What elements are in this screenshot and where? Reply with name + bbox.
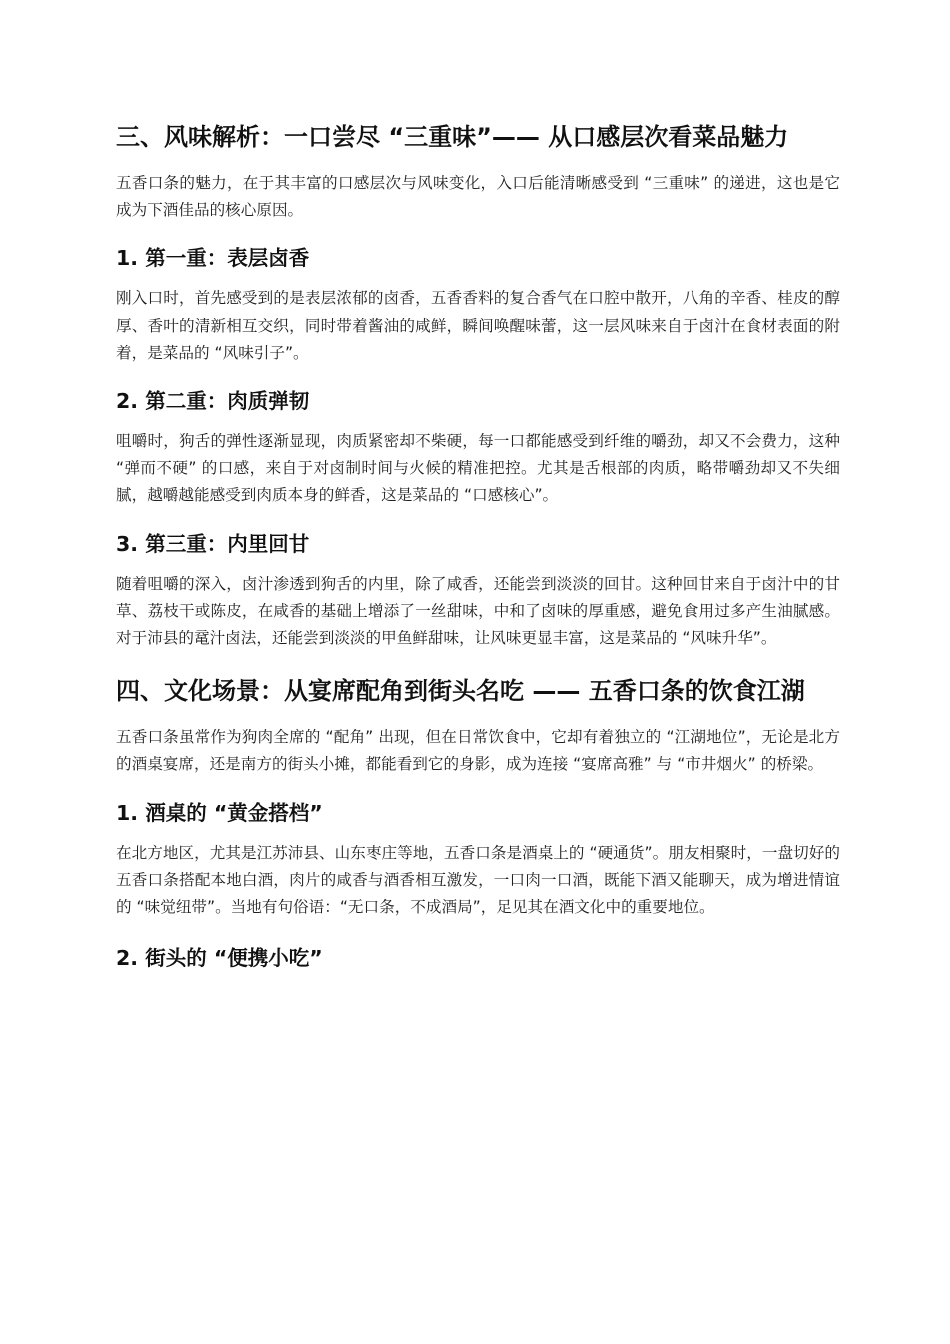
section-3-sub-2-title: 2. 第二重：肉质弹韧 [116,389,310,414]
section-4-sub-2-title: 2. 街头的 “便携小吃” [116,946,323,971]
section-3-sub-2-body: 咀嚼时，狗舌的弹性逐渐显现，肉质紧密却不柴硬，每一口都能感受到纤维的嚼劲，却又不会费力，这种 “弹而不硬” 的口感，来自于对卤制时间与火候的精准把控。尤其是舌根部的肉质，略带嚼劲却又不失细腻，越嚼越能感受到肉质本身的鲜香，这是菜品的 “口感核心”。 [116,432,840,505]
section-3-title: 三、风味解析：一口尝尽 “三重味”—— 从口感层次看菜品魅力 [116,123,789,151]
section-3-sub-3-title: 3. 第三重：内里回甘 [116,531,310,556]
section-4-sub-1-body: 在北方地区，尤其是江苏沛县、山东枣庄等地，五香口条是酒桌上的 “硬通货”。朋友相聚时，一盘切好的五香口条搭配本地白酒，肉片的咸香与酒香相互激发，一口肉一口酒，既能下酒又能聊天，成为增进情谊的 “味觉纽带”。当地有句俗语：“无口条，不成酒局”，足见其在酒文化中的重要地位。 [116,843,840,917]
section-3-intro: 五香口条的魅力，在于其丰富的口感层次与风味变化，入口后能清晰感受到 “三重味” 的递进，这也是它成为下酒佳品的核心原因。 [116,174,840,220]
section-3-sub-1-title: 1. 第一重：表层卤香 [116,246,310,271]
section-4-sub-1-title: 1. 酒桌的 “黄金搭档” [116,800,323,825]
section-3-sub-3-body: 随着咀嚼的深入，卤汁渗透到狗舌的内里，除了咸香，还能尝到淡淡的回甘。这种回甘来自于卤汁中的甘草、荔枝干或陈皮，在咸香的基础上增添了一丝甜味，中和了卤味的厚重感，避免食用过多产生油腻感。对于沛县的鼋汁卤法，还能尝到淡淡的甲鱼鲜甜味，让风味更显丰富，这是菜品的 “风味升华”。 [116,574,840,648]
section-4-title: 四、文化场景：从宴席配角到街头名吃 —— 五香口条的饮食江湖 [116,677,805,706]
section-4-intro: 五香口条虽常作为狗肉全席的 “配角” 出现，但在日常饮食中，它却有着独立的 “江湖地位”，无论是北方的酒桌宴席，还是南方的街头小摊，都能看到它的身影，成为连接 “宴席高雅” 与 “市井烟火” 的桥梁。 [116,728,840,774]
section-3-sub-1-body: 刚入口时，首先感受到的是表层浓郁的卤香，五香香料的复合香气在口腔中散开，八角的辛香、桂皮的醇厚、香叶的清新相互交织，同时带着酱油的咸鲜，瞬间唤醒味蕾，这一层风味来自于卤汁在食材表面的附着，是菜品的 “风味引子”。 [116,289,840,362]
document-page [116,112,840,973]
